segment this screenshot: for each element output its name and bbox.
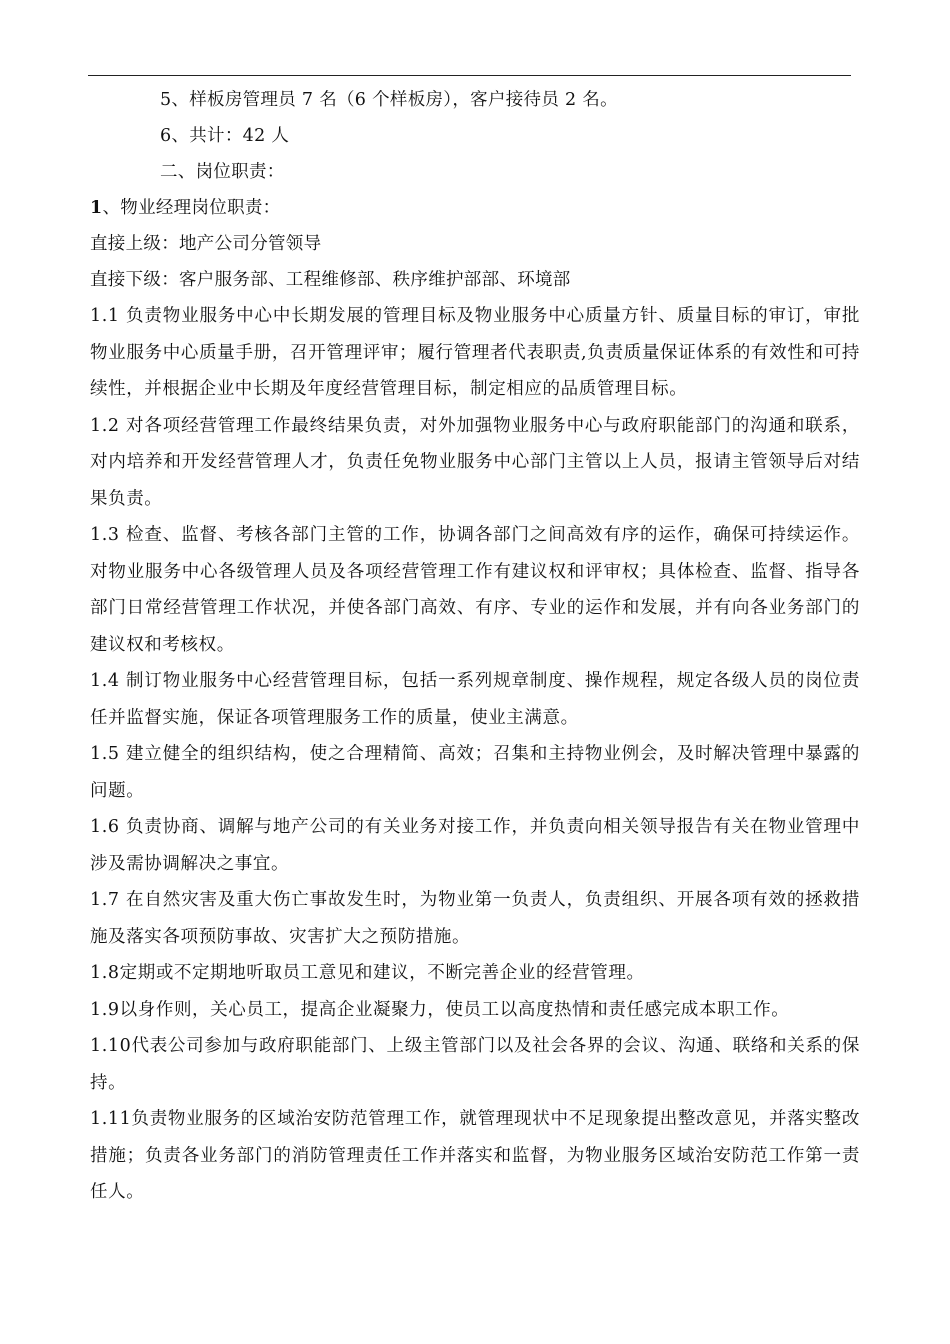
duty-item: 1.9以身作则，关心员工，提高企业凝聚力，使员工以高度热情和责任感完成本职工作。 xyxy=(90,999,790,1020)
document-body xyxy=(90,82,860,1211)
duty-item: 1.5 建立健全的组织结构，使之合理精简、高效；召集和主持物业例会，及时解决管理中暴露的问题。 xyxy=(90,744,860,801)
position-number: 1 xyxy=(90,198,103,218)
section-heading-duties: 二、岗位职责： xyxy=(160,162,285,182)
duty-item: 1.8定期或不定期地听取员工意见和建议，不断完善企业的经营管理。 xyxy=(90,963,645,983)
duty-item: 1.7 在自然灾害及重大伤亡事故发生时，为物业第一负责人，负责组织、开展各项有效的拯救措施及落实各项预防事故、灾害扩大之预防措施。 xyxy=(90,890,860,947)
duty-item: 1.3 检查、监督、考核各部门主管的工作，协调各部门之间高效有序的运作，确保可持续运作。对物业服务中心各级管理人员及各项经营管理工作有建议权和评审权；具体检查、监督、指导各部门日常经营管理工作状况，并使各部门高效、有序、专业的运作和发展，并有向各业务部门的建议权和考核权。 xyxy=(90,525,860,655)
header-rule xyxy=(88,75,851,76)
position-title-text: 、物业经理岗位职责： xyxy=(102,198,281,218)
duty-item: 1.4 制订物业服务中心经营管理目标，包括一系列规章制度、操作规程，规定各级人员的岗位责任并监督实施，保证各项管理服务工作的质量，使业主满意。 xyxy=(90,671,860,728)
staff-total-line: 6、共计：42 人 xyxy=(160,126,290,146)
staff-line-5: 5、样板房管理员 7 名（6 个样板房），客户接待员 2 名。 xyxy=(160,90,618,110)
direct-superior: 直接上级：地产公司分管领导 xyxy=(90,234,322,254)
duty-item: 1.11负责物业服务的区域治安防范管理工作，就管理现状中不足现象提出整改意见，并落实整改措施；负责各业务部门的消防管理责任工作并落实和监督，为物业服务区域治安防范工作第一责任人。 xyxy=(90,1109,860,1202)
duty-item: 1.10代表公司参加与政府职能部门、上级主管部门以及社会各界的会议、沟通、联络和关系的保持。 xyxy=(90,1036,860,1093)
duty-item: 1.1 负责物业服务中心中长期发展的管理目标及物业服务中心质量方针、质量目标的审订，审批物业服务中心质量手册，召开管理评审；履行管理者代表职责,负责质量保证体系的有效性和可持续性，并根据企业中长期及年度经营管理目标，制定相应的品质管理目标。 xyxy=(90,306,860,399)
duty-item: 1.2 对各项经营管理工作最终结果负责，对外加强物业服务中心与政府职能部门的沟通和联系，对内培养和开发经营管理人才，负责任免物业服务中心部门主管以上人员，报请主管领导后对结果负责。 xyxy=(90,415,860,509)
direct-subordinate: 直接下级：客户服务部、工程维修部、秩序维护部部、环境部 xyxy=(90,270,571,290)
duty-item: 1.6 负责协商、调解与地产公司的有关业务对接工作，并负责向相关领导报告有关在物业管理中涉及需协调解决之事宜。 xyxy=(90,817,860,874)
position-title xyxy=(90,190,860,226)
